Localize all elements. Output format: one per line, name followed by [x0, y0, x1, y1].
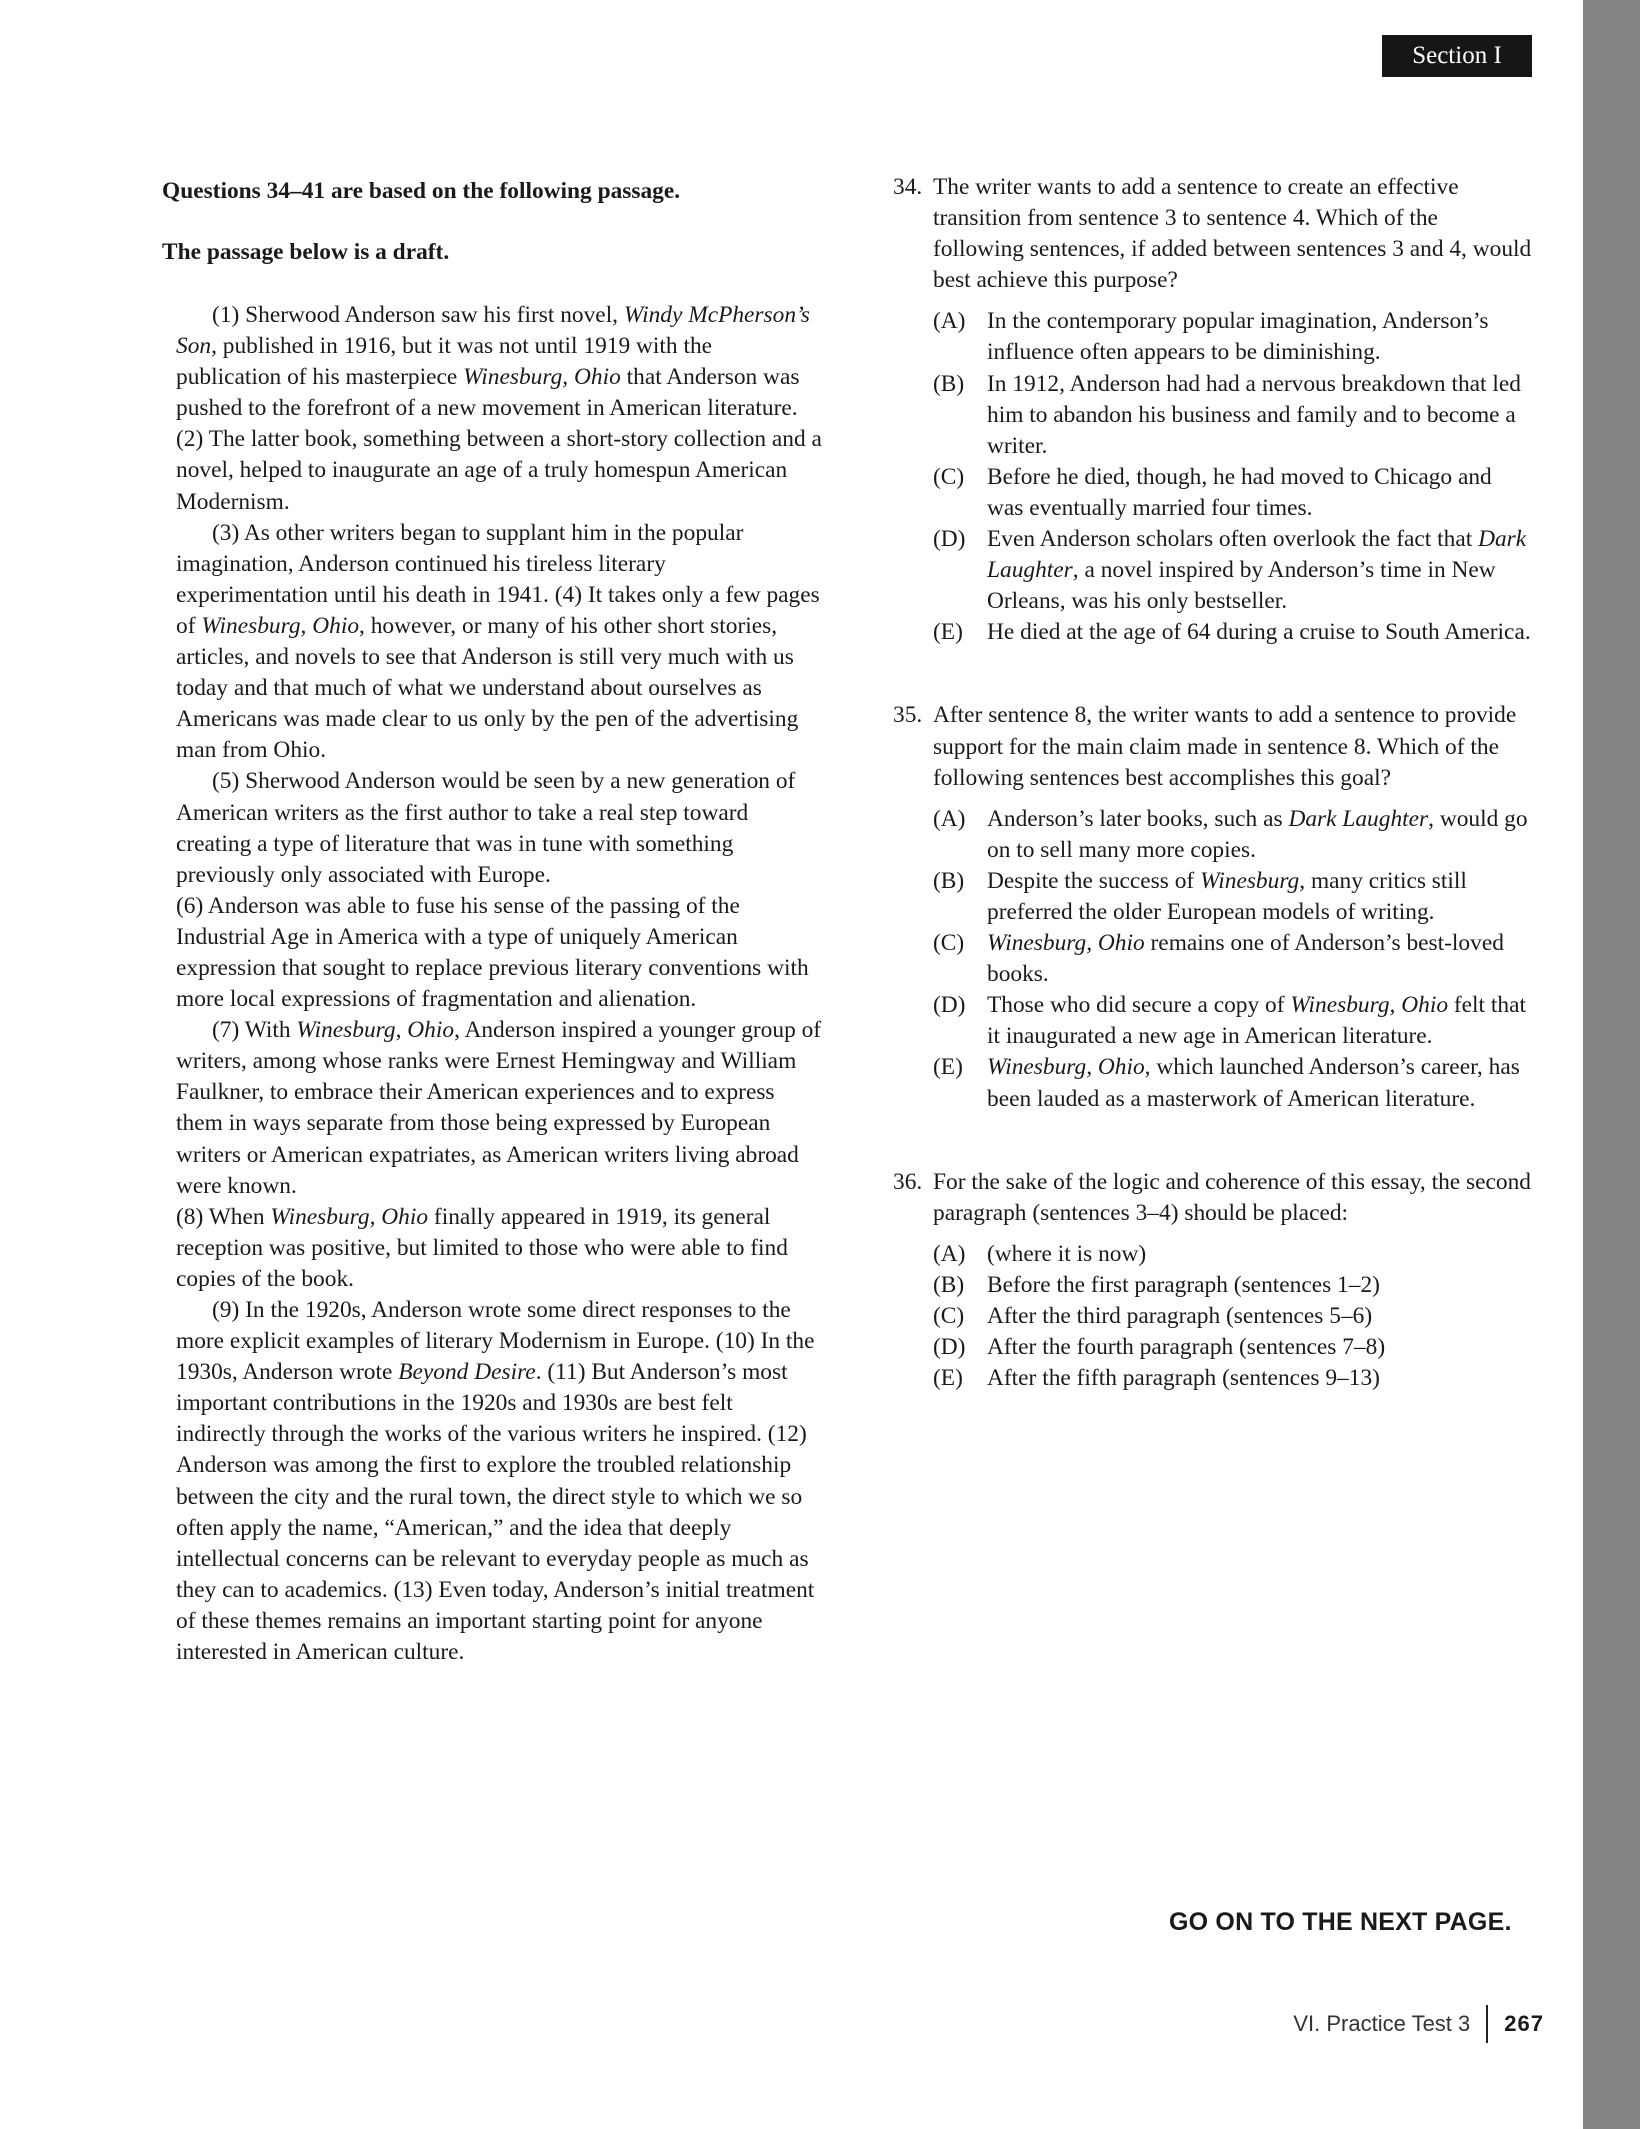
text-run: , Anderson inspired a younger group of writers, among whose ranks were Ernest Hemingway and William Faulkner, to embrace their American experiences and to express them in ways separate from those being expressed by European writers or American expatriates, as American writers living abroad were known.	[176, 1017, 822, 1199]
option-text	[987, 306, 1533, 368]
text-run: , would go on to sell many more copies.	[987, 805, 1528, 863]
option-text	[987, 804, 1533, 866]
option-text	[987, 990, 1533, 1052]
option-letter: (A)	[933, 1240, 966, 1267]
page-number: 267	[1504, 2011, 1544, 2036]
text-run: that Anderson was pushed to the forefront of a new movement in American literature. (2) The latter book, something between a short-story collection and a novel, helped to inaugurate an age of a truly homespun American Modernism.	[176, 364, 822, 515]
answer-option-a[interactable]	[933, 1239, 1533, 1270]
text-run: (9) In the 1920s, Anderson wrote some direct responses to the more explicit examples of literary Modernism in Europe. (10) In the 1930s, Anderson wrote	[176, 1297, 815, 1386]
answer-option-b[interactable]	[933, 369, 1533, 462]
text-run: , however, or many of his other short stories, articles, and novels to see that Anderson is still very much with us today and that much of what we understand about ourselves as Americans was made clear to us only by the pen of the advertising man from Ohio.	[176, 612, 799, 764]
answer-option-b[interactable]	[933, 866, 1533, 928]
option-text	[987, 1239, 1533, 1270]
answer-options	[933, 1239, 1533, 1394]
title-italic: Winesburg, Ohio	[1290, 992, 1449, 1019]
text-run: (1) Sherwood Anderson saw his first novel,	[212, 302, 624, 328]
text-run: finally appeared in 1919, its general reception was positive, but limited to those who were able to find copies of the book.	[176, 1203, 788, 1292]
answer-option-e[interactable]	[933, 1052, 1533, 1114]
question-stem	[893, 700, 1533, 793]
option-text	[987, 369, 1533, 462]
answer-options	[933, 804, 1533, 1115]
option-text	[987, 1332, 1533, 1363]
passage-intro: Questions 34–41 are based on the following passage.	[162, 178, 681, 204]
text-run: After the third paragraph (sentences 5–6)	[987, 1303, 1373, 1329]
title-italic: Dark Laughter	[1288, 805, 1429, 832]
question-number: 34.	[893, 174, 923, 200]
answer-option-c[interactable]	[933, 928, 1533, 990]
passage-paragraph	[176, 1015, 822, 1202]
text-run: remains one of Anderson’s best-loved books.	[987, 930, 1504, 988]
title-italic: Beyond Desire	[398, 1359, 536, 1386]
section-tab	[1382, 35, 1532, 77]
option-letter: (E)	[933, 1054, 963, 1081]
question-35	[893, 700, 1533, 1114]
passage-column	[162, 172, 822, 1668]
passage-paragraph	[176, 766, 822, 890]
option-text	[987, 1270, 1533, 1301]
page-footer	[1293, 2005, 1544, 2043]
text-run: , a novel inspired by Anderson’s time in New Orleans, was his only bestseller.	[987, 557, 1496, 615]
text-run: (where it is now)	[987, 1240, 1147, 1267]
question-36	[893, 1167, 1533, 1395]
answer-option-d[interactable]	[933, 1332, 1533, 1363]
passage-paragraph	[176, 1202, 822, 1295]
question-number: 35.	[893, 702, 923, 729]
option-letter: (A)	[933, 805, 966, 832]
passage-note: The passage below is a draft.	[162, 239, 450, 265]
title-italic: Windy McPherson’s Son	[176, 302, 810, 360]
option-text	[987, 1052, 1533, 1114]
answer-option-c[interactable]	[933, 462, 1533, 524]
option-letter: (D)	[933, 1334, 966, 1361]
option-text	[987, 524, 1533, 617]
answer-option-b[interactable]	[933, 1270, 1533, 1301]
question-number: 36.	[893, 1168, 923, 1195]
page-edge-bar	[1583, 0, 1640, 2129]
option-letter: (D)	[933, 992, 966, 1019]
answer-option-a[interactable]	[933, 804, 1533, 866]
answer-option-e[interactable]	[933, 1363, 1533, 1394]
option-letter: (E)	[933, 619, 963, 646]
text-run: (3) As other writers began to supplant him in the popular imagination, Anderson continued his tireless literary experimentation until his death in 1941. (4) It takes only a few pages of	[176, 519, 820, 639]
text-run: Those who did secure a copy of	[987, 992, 1291, 1019]
answer-option-e[interactable]	[933, 617, 1533, 648]
text-run: , many critics still preferred the older European models of writing.	[987, 867, 1467, 925]
passage-paragraph	[176, 300, 822, 518]
option-text	[987, 1301, 1533, 1332]
option-letter: (C)	[933, 930, 965, 957]
title-italic: Winesburg	[1200, 867, 1300, 894]
option-letter: (D)	[933, 526, 966, 553]
text-run: , which launched Anderson’s career, has been lauded as a masterwork of American literature.	[987, 1054, 1520, 1112]
text-run: Before the first paragraph (sentences 1–2)	[987, 1271, 1380, 1298]
answer-options	[933, 306, 1533, 648]
option-letter: (B)	[933, 1271, 965, 1298]
questions-column	[893, 172, 1533, 1446]
text-run: Even Anderson scholars often overlook the fact that	[987, 526, 1479, 553]
text-run: Before he died, though, he had moved to Chicago and was eventually married four times.	[987, 463, 1492, 521]
text-run: In the contemporary popular imagination, Anderson’s influence often appears to be diminishing.	[987, 308, 1489, 366]
title-italic: Dark Laughter	[987, 526, 1527, 584]
answer-option-c[interactable]	[933, 1301, 1533, 1332]
text-run: In 1912, Anderson had had a nervous breakdown that led him to abandon his business and family and to become a writer.	[987, 370, 1521, 459]
option-letter: (B)	[933, 867, 965, 894]
title-italic: Winesburg, Ohio	[270, 1203, 429, 1230]
text-run: Despite the success of	[987, 867, 1201, 894]
question-text: For the sake of the logic and coherence of this essay, the second paragraph (sentences 3–4) should be placed:	[933, 1168, 1531, 1226]
passage-paragraph	[176, 891, 822, 1015]
answer-option-d[interactable]	[933, 990, 1533, 1052]
text-run: After the fifth paragraph (sentences 9–13)	[987, 1365, 1380, 1392]
go-on-notice: GO ON TO THE NEXT PAGE.	[1169, 1908, 1512, 1936]
text-run: (8) When	[176, 1203, 271, 1230]
question-stem	[893, 1167, 1533, 1229]
question-text: After sentence 8, the writer wants to add a sentence to provide support for the main claim made in sentence 8. Which of the following sentences best accomplishes this goal?	[933, 702, 1517, 791]
title-italic: Winesburg, Ohio	[296, 1017, 455, 1044]
text-run: , published in 1916, but it was not until 1919 with the publication of his masterpiece	[176, 333, 713, 391]
answer-option-d[interactable]	[933, 524, 1533, 617]
option-letter: (A)	[933, 308, 966, 335]
option-letter: (C)	[933, 463, 965, 490]
text-run: After the fourth paragraph (sentences 7–8)	[987, 1334, 1386, 1361]
question-stem	[893, 172, 1533, 296]
option-text	[987, 928, 1533, 990]
option-text	[987, 462, 1533, 524]
section-tab-label: Section I	[1412, 42, 1502, 69]
question-text: The writer wants to add a sentence to create an effective transition from sentence 3 to sentence 4. Which of the following sentences, if added between sentences 3 and 4, would best achieve this purpose?	[933, 174, 1532, 294]
answer-option-a[interactable]	[933, 306, 1533, 368]
text-run: (7) With	[212, 1017, 297, 1044]
title-italic: Winesburg, Ohio	[463, 364, 621, 391]
option-text	[987, 617, 1533, 648]
passage-body	[162, 300, 822, 1668]
option-letter: (B)	[933, 370, 965, 397]
text-run: Anderson’s later books, such as	[987, 805, 1289, 832]
option-letter: (E)	[933, 1365, 963, 1392]
title-italic: Winesburg, Ohio	[201, 612, 360, 639]
text-run: (6) Anderson was able to fuse his sense of the passing of the Industrial Age in America with a type of uniquely American expression that sought to replace previous literary conventions with more local expressions of fragmentation and alienation.	[176, 892, 809, 1013]
chapter-label: VI. Practice Test 3	[1293, 2011, 1471, 2036]
title-italic: Winesburg, Ohio	[987, 930, 1145, 957]
text-run: felt that it inaugurated a new age in American literature.	[987, 992, 1526, 1050]
option-text	[987, 1363, 1533, 1394]
passage-paragraph	[176, 1295, 822, 1668]
title-italic: Winesburg, Ohio	[987, 1054, 1145, 1081]
option-letter: (C)	[933, 1303, 965, 1329]
footer-divider	[1486, 2005, 1488, 2043]
text-run: He died at the age of 64 during a cruise to South America.	[987, 619, 1531, 646]
text-run: . (11) But Anderson’s most important contributions in the 1920s and 1930s are best felt indirectly through the works of the various writers he inspired. (12) Anderson was among the first to explore the troubled relationship between the city and the rural town, the direct style to which we so often apply the name, “American,” and the idea that deeply intellectual concerns can be relevant to everyday people as much as they can to academics. (13) Even today, Anderson’s initial treatment of these themes remains an important starting point for anyone interested in American culture.	[176, 1359, 815, 1666]
text-run: (5) Sherwood Anderson would be seen by a new generation of American writers as the first author to take a real step toward creating a type of literature that was in tune with something previously only associated with Europe.	[176, 768, 796, 888]
passage-paragraph	[176, 518, 822, 767]
question-34	[893, 172, 1533, 648]
option-text	[987, 866, 1533, 928]
